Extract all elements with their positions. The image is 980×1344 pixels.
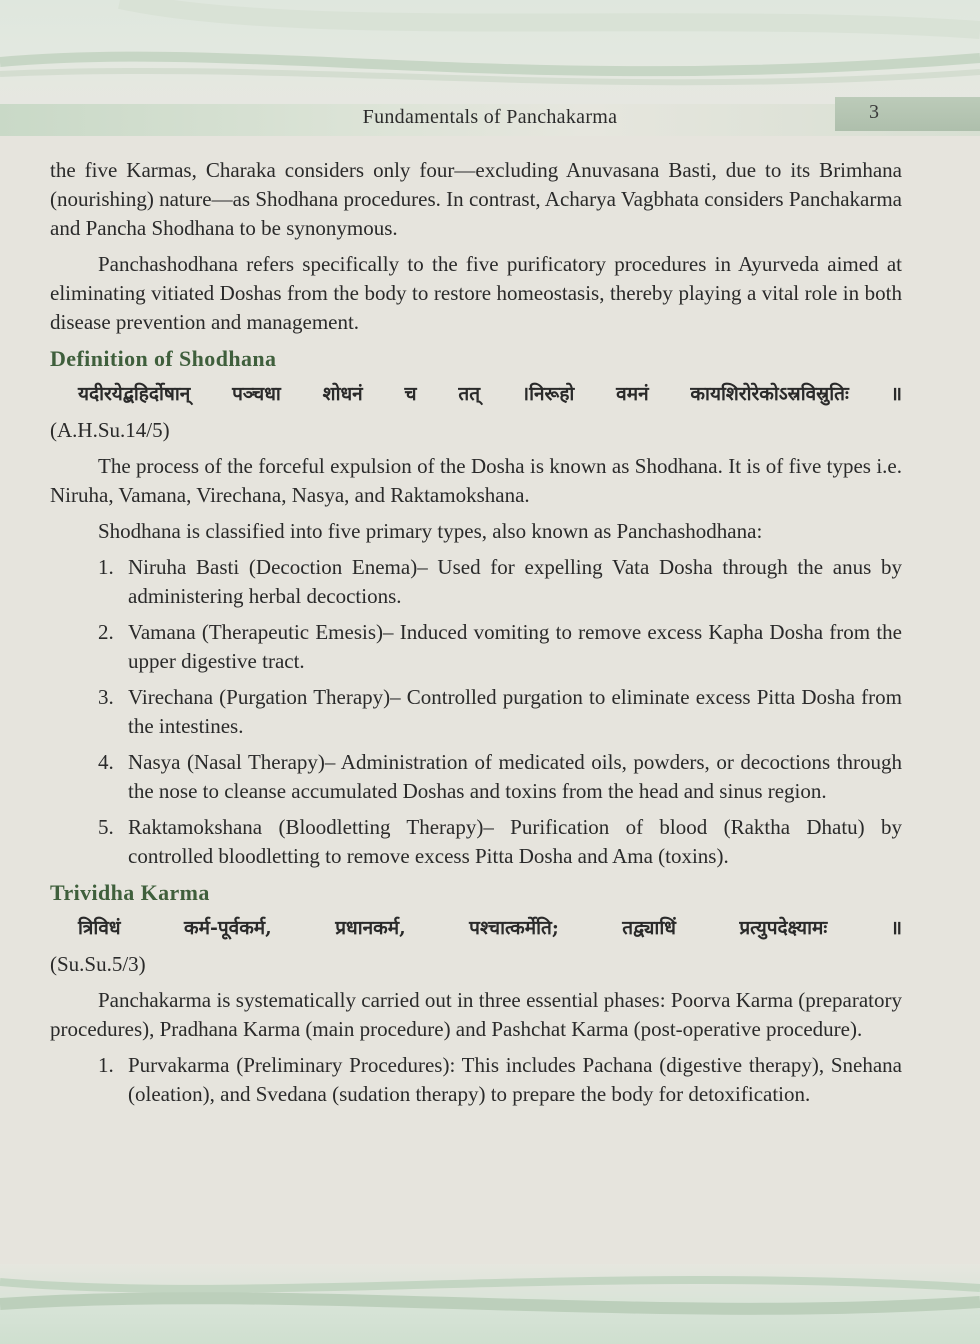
list-item — [50, 553, 902, 611]
running-header-title: Fundamentals of Panchakarma — [362, 106, 618, 128]
heading-trividha-karma: Trividha Karma — [50, 880, 210, 905]
list-item-text: Vamana (Therapeutic Emesis)– Induced vomiting to remove excess Kapha Dosha from the upper digestive tract. — [128, 620, 902, 673]
paragraph-3: The process of the forceful expulsion of the Dosha is known as Shodhana. It is of five types i.e. Niruha, Vamana, Virechana, Nasya, and Raktamokshana. — [50, 454, 902, 507]
sanskrit-verse-1: यदीरयेद्बहिर्दोषान् पञ्चधा शोधनं च तत् ।निरूहो वमनं कायशिरोरेकोऽस्रविस्रुतिः ॥ — [78, 383, 902, 405]
list-item-number: 4. — [98, 750, 114, 774]
paragraph-4: Shodhana is classified into five primary types, also known as Panchashodhana: — [98, 519, 763, 543]
verse-reference-2: (Su.Su.5/3) — [50, 952, 146, 976]
list-item-number: 3. — [98, 685, 114, 709]
bottom-decoration — [0, 1264, 980, 1344]
list-item-text: Virechana (Purgation Therapy)– Controlled purgation to eliminate excess Pitta Dosha from the intestines. — [128, 685, 902, 738]
list-item-text: Purvakarma (Preliminary Procedures): This includes Pachana (digestive therapy), Snehana (oleation), and Svedana (sudation therapy) to prepare the body for detoxification. — [128, 1053, 902, 1106]
paragraph-1: the five Karmas, Charaka considers only four—excluding Anuvasana Basti, due to its Brimhana (nourishing) nature—as Shodhana procedures. In contrast, Acharya Vagbhata considers Panchakarma and Pancha Shodhana to be synonymous. — [50, 158, 902, 240]
list-item-number: 1. — [98, 1053, 114, 1077]
list-item — [50, 683, 902, 741]
paragraph-5: Panchakarma is systematically carried out in three essential phases: Poorva Karma (preparatory procedures), Pradhana Karma (main procedure) and Pashchat Karma (post-operative procedure). — [50, 988, 902, 1041]
paragraph-2: Panchashodhana refers specifically to the five purificatory procedures in Ayurveda aimed at eliminating vitiated Doshas from the body to restore homeostasis, thereby playing a vital role in both disease prevention and management. — [50, 252, 902, 334]
list-item-text: Nasya (Nasal Therapy)– Administration of medicated oils, powders, or decoctions through the nose to cleanse accumulated Doshas and toxins from the head and sinus region. — [128, 750, 902, 803]
page-content — [50, 156, 902, 1116]
page-number: 3 — [869, 101, 879, 123]
shodhana-types-list — [50, 553, 902, 871]
list-item-text: Niruha Basti (Decoction Enema)– Used for expelling Vata Dosha through the anus by administering herbal decoctions. — [128, 555, 902, 608]
sanskrit-verse-2: त्रिविधं कर्म-पूर्वकर्म, प्रधानकर्म, पश्चात्कर्मेति; तद्व्याधिं प्रत्युपदेक्ष्यामः ॥ — [78, 917, 902, 939]
list-item-number: 2. — [98, 620, 114, 644]
list-item-text: Raktamokshana (Bloodletting Therapy)– Purification of blood (Raktha Dhatu) by controlled bloodletting to remove excess Pitta Dosha and Ama (toxins). — [128, 815, 902, 868]
list-item — [50, 618, 902, 676]
list-item — [50, 813, 902, 871]
trividha-karma-list — [50, 1051, 902, 1109]
heading-definition-of-shodhana: Definition of Shodhana — [50, 346, 277, 371]
top-decoration — [0, 0, 980, 110]
list-item-number: 5. — [98, 815, 114, 839]
list-item-number: 1. — [98, 555, 114, 579]
verse-reference-1: (A.H.Su.14/5) — [50, 418, 170, 442]
list-item — [50, 1051, 902, 1109]
list-item — [50, 748, 902, 806]
